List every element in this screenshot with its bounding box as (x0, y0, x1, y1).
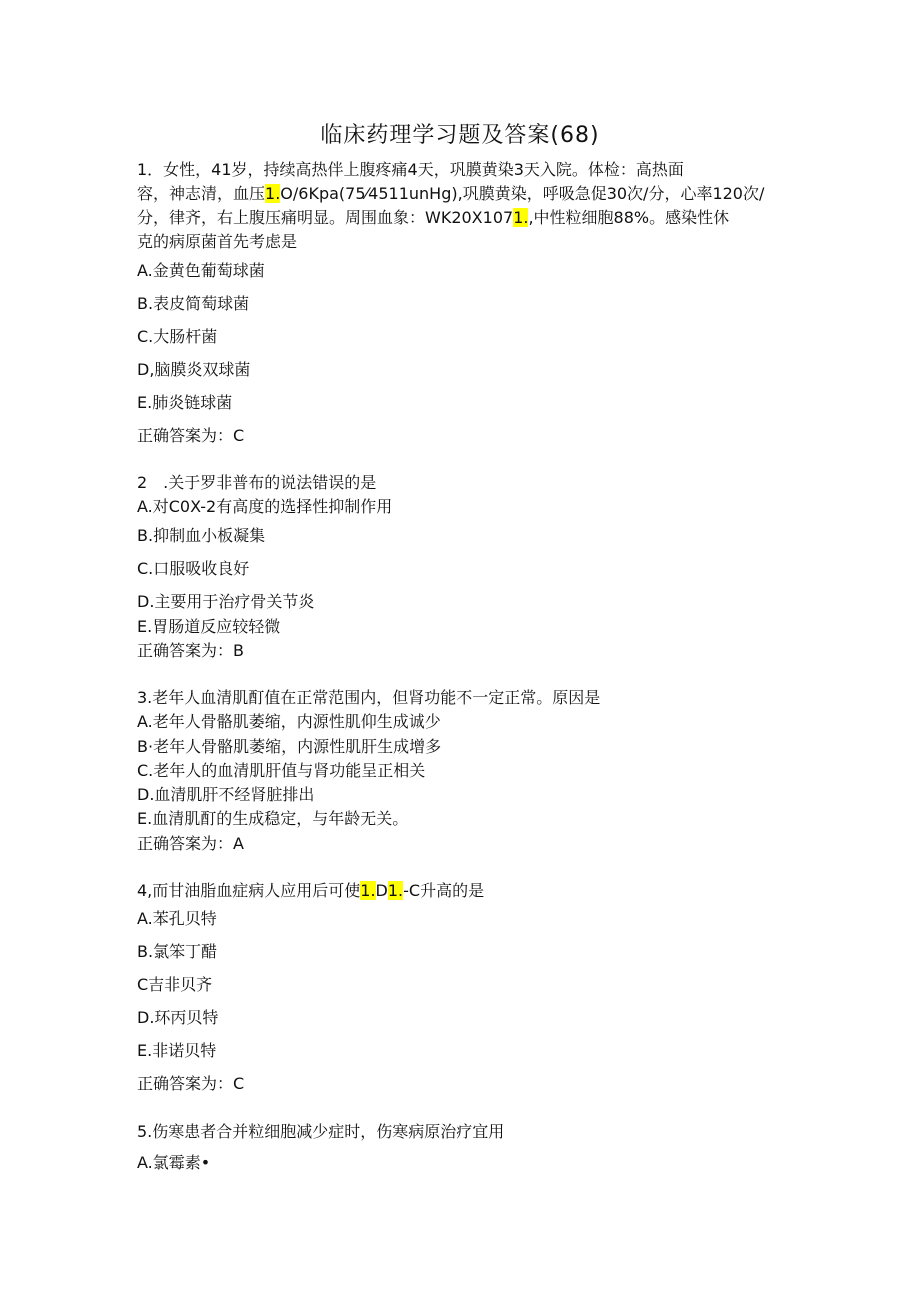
question-1-stem-line-4: 克的病原菌首先考虑是 (137, 232, 298, 251)
question-1-stem-line-2: 容，神志清，血压1.O/6Kpa(75⁄4511unHg),巩膜黄染，呼吸急促30次/分，心率120次/ (137, 184, 765, 203)
highlight-mark: 1. (387, 881, 404, 900)
highlight-mark: 1. (265, 184, 281, 203)
question-1-stem-line-3: 分，律齐，右上腹压痛明显。周围血象：WK20X1071.,中性粒细胞88%。感染性休 (137, 208, 730, 227)
question-3-option-d: D.血清肌肝不经肾脏排出 (137, 785, 315, 804)
page-title: 临床药理学习题及答案(68) (320, 123, 600, 148)
question-3-option-b: B·老年人骨骼肌萎缩，内源性肌肝生成增多 (137, 737, 442, 756)
question-1-option-b: B.表皮简萄球菌 (137, 294, 250, 313)
question-5-option-a: A.氯霉素• (137, 1153, 211, 1172)
question-5-stem: 5.伤寒患者合并粒细胞减少症时，伤寒病原治疗宜用 (137, 1122, 505, 1141)
question-3-option-e: E.血清肌酊的生成稳定，与年龄无关。 (137, 809, 409, 828)
question-4-option-d: D.环丙贝特 (137, 1008, 219, 1027)
question-2-option-e: E.胃肠道反应较轻微 (137, 617, 281, 636)
question-1-option-a: A.金黄色葡萄球菌 (137, 261, 265, 280)
question-3-stem: 3.老年人血清肌酊值在正常范围内，但肾功能不一定正常。原因是 (137, 688, 601, 707)
highlight-mark: 1. (513, 208, 529, 227)
question-2-stem: 2 .关于罗非普布的说法错误的是 (137, 473, 377, 492)
question-4-option-b: B.氯笨丁醋 (137, 942, 218, 961)
question-2-option-a: A.对C0X-2有高度的选择性抑制作用 (137, 497, 393, 516)
question-3-option-a: A.老年人骨骼肌萎缩，内源性肌仰生成诚少 (137, 712, 441, 731)
question-4-stem: 4,而甘油脂血症病人应用后可使1.D1.-C升高的是 (137, 881, 485, 900)
question-2-option-b: B.抑制血小板凝集 (137, 526, 266, 545)
question-4-option-a: A.苯孔贝特 (137, 909, 217, 928)
question-1-stem-line-1: 1．女性，41岁，持续高热伴上腹疼痛4天，巩膜黄染3天入院。体检：高热面 (137, 160, 684, 179)
question-1-option-d: D,脑膜炎双球菌 (137, 360, 251, 379)
question-3-answer: 正确答案为：A (137, 834, 244, 853)
question-2-option-c: C.口服吸收良好 (137, 559, 250, 578)
question-4-answer: 正确答案为：C (137, 1074, 245, 1093)
question-1-answer: 正确答案为：C (137, 426, 245, 445)
highlight-mark: 1. (360, 881, 376, 900)
question-2-answer: 正确答案为：B (137, 641, 244, 660)
question-1-option-c: C.大肠杆菌 (137, 327, 218, 346)
question-4-option-c: C吉非贝齐 (137, 975, 213, 994)
question-4-option-e: E.非诺贝特 (137, 1041, 217, 1060)
question-2-option-d: D.主要用于治疗骨关节炎 (137, 592, 315, 611)
question-1-option-e: E.肺炎链球菌 (137, 393, 233, 412)
question-3-option-c: C.老年人的血清肌肝值与肾功能呈正相关 (137, 761, 426, 780)
